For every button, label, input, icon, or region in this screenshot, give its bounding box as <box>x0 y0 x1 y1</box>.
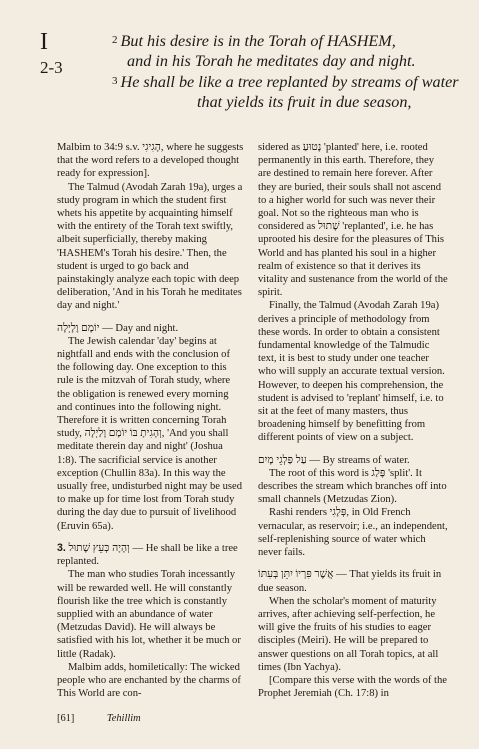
lemma-heading <box>57 542 244 568</box>
commentary-paragraph: The man who studies Torah incessantly will be rewarded well. He will constantly flourish like the tree which is constantly supplied with an abundance of water (Metzudas David). He will always be satisfied with his lot, whether it be much or little (Radak). <box>57 569 241 660</box>
verse-number: 2 <box>112 34 118 46</box>
commentary-left-column <box>57 141 244 700</box>
verse-number: 3 <box>112 75 118 87</box>
book-title: Tehillim <box>106 713 141 724</box>
lemma-heading: עַל פַּלְגֵי מָיִם — By streams of water. <box>258 454 410 466</box>
commentary-paragraph: The Talmud (Avodah Zarah 19a), urges a study program in which the student first whets his appetite by acquainting himself with the entirety of the Torah text swiftly, albeit superficially, thereby making 'HASHEM's Torah his desire.' Then, the student is urged to go back and painstakingly analyze each topic with deep deliberation, 'And in his Torah he meditates day and night.' <box>57 181 243 312</box>
chapter-number: I <box>40 29 48 55</box>
commentary-paragraph: Malbim adds, homiletically: The wicked people who are enchanted by the charms of This World are con- <box>57 661 241 700</box>
commentary-right-column <box>258 141 448 700</box>
lemma-text: וְהָיָה כְּעֵץ שָׁתוּל — He shall be like a tree replanted. <box>57 542 238 568</box>
commentary-paragraph: The root of this word is פָּלַג 'split'. It describes the stream which branches off into small channels (Metzudas Zion). <box>258 467 447 506</box>
page-number: [61] <box>57 713 75 724</box>
commentary-paragraph: Finally, the Talmud (Avodah Zarah 19a) derives a principle of methodology from these words. In order to obtain a consistent fundamental knowledge of the Talmudic text, it is best to study under one teacher who will supply an accurate textual version. However, to deepen his comprehension, the student is advised to 'replant' himself, i.e. to sit at the feet of many masters, thus broadening himself by benefitting from different points of view on a subject. <box>258 300 445 444</box>
verse-text: But his desire is in the Torah of HASHEM, <box>120 32 396 50</box>
commentary-paragraph: The Jewish calendar 'day' begins at nightfall and ends with the conclusion of the following day. One exception to this rule is the mitzvah of Torah study, where the obligation is renewed every morning and continues into the following night. Therefore it is written concerning Torah study, וְהָגִיתָ בּוֹ יוֹמָם וָלַיְלָה, 'And you shall meditate therein day and night' (Joshua 1:8). The sacrificial service is another exception (Chullin 83a). In this way the usually free, undisturbed night may be used to make up for time lost from Torah study during the day due to pursuit of livelihood (Eruvin 65a). <box>57 335 243 532</box>
page-footer <box>57 713 171 724</box>
commentary-paragraph: When the scholar's moment of maturity arrives, after achieving self-perfection, he will give the fruits of his studies to eager disciples (Meiri). He will be prepared to answer questions on all Torah topics, at all times (Ibn Yachya). <box>258 595 439 673</box>
verse-text: He shall be like a tree replanted by streams of water <box>120 73 459 91</box>
commentary-paragraph: Malbim to 34:9 s.v. הָגִיגִי, where he suggests that the word refers to a developed thought ready for expression]. <box>57 142 244 180</box>
verse-range: 2-3 <box>40 58 63 77</box>
verse-2-line-1 <box>112 30 462 51</box>
commentary-paragraph: Rashi renders פְּלָגִי, in Old French vernacular, as reservoir; i.e., an independent, self-replenishing source of water which never fails. <box>258 507 448 559</box>
verse-3-line-1 <box>112 71 462 92</box>
verse-number-bold: 3. <box>57 541 66 554</box>
lemma-heading: יוֹמָם וָלָיְלָה — Day and night. <box>57 322 179 334</box>
lemma-heading: אֲשֶׁר פִּרְיוֹ יִתֵּן בְּעִתּוֹ — That yields its fruit in due season. <box>258 569 442 594</box>
verse-2-line-2: and in his Torah he meditates day and night. <box>127 52 416 70</box>
commentary-paragraph: [Compare this verse with the words of the Prophet Jeremiah (Ch. 17:8) in <box>258 674 447 700</box>
verse-translation <box>112 30 462 112</box>
verse-3-line-2: that yields its fruit in due season, <box>197 93 412 111</box>
commentary-paragraph: sidered as נָטוּעַ 'planted' here, i.e. rooted permanently in this earth. Therefore, they are destined to remain here forever. After they are buried, their souls shall not ascend to a higher world for such was never their goal. Not so the righteous man who is considered as שָׁתוּל 'replanted', i.e. he has uprooted his desire for the pleasures of This World and has planted his soul in a higher realm of existence so that it derives its vitality and sustenance from the world of the spirit. <box>258 142 448 299</box>
chapter-marker <box>40 30 84 78</box>
